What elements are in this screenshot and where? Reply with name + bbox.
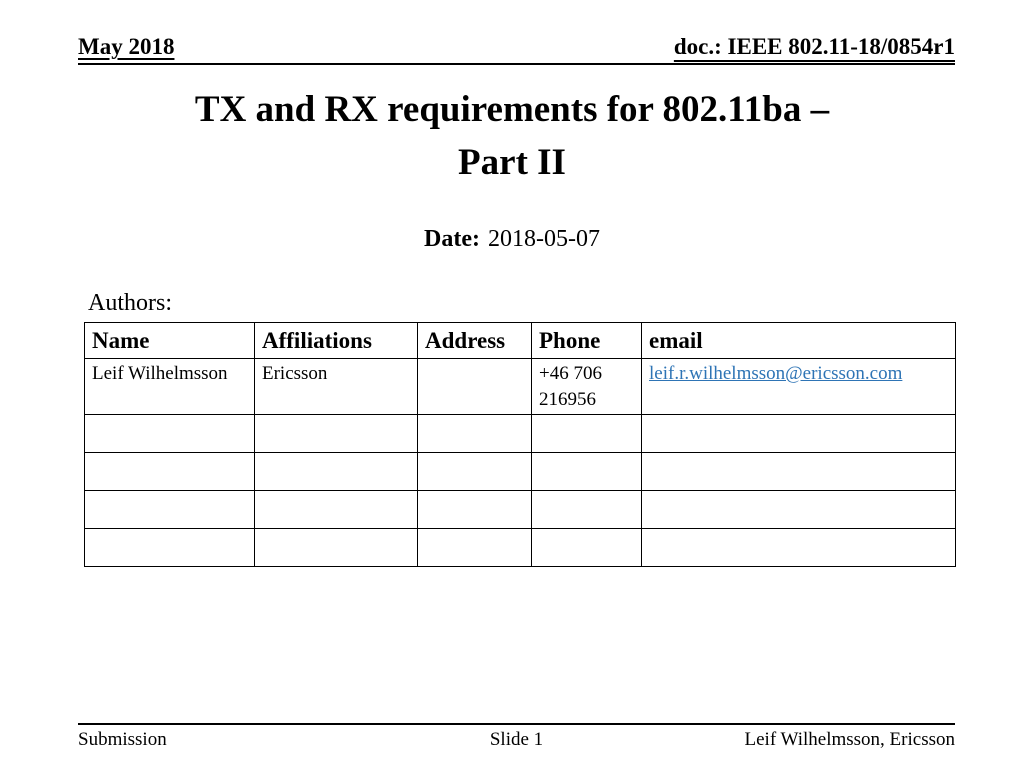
cell-phone xyxy=(532,529,642,567)
table-row xyxy=(85,453,956,491)
slide-title-line2: Part II xyxy=(458,141,566,183)
cell-phone xyxy=(532,491,642,529)
col-header-email: email xyxy=(642,323,956,359)
header-date: May 2018 xyxy=(78,34,175,59)
date-label: Date: xyxy=(424,226,480,252)
col-header-phone: Phone xyxy=(532,323,642,359)
cell-address xyxy=(418,491,532,529)
footer-submission: Submission xyxy=(78,729,167,750)
slide-title xyxy=(60,84,964,189)
cell-email xyxy=(642,529,956,567)
table-row xyxy=(85,491,956,529)
date-line xyxy=(0,226,1024,253)
cell-name xyxy=(85,453,255,491)
col-header-address: Address xyxy=(418,323,532,359)
cell-email xyxy=(642,491,956,529)
footer-author: Leif Wilhelmsson, Ericsson xyxy=(744,729,955,750)
slide-title-line1: TX and RX requirements for 802.11ba – xyxy=(194,89,830,130)
cell-affiliations xyxy=(255,453,418,491)
cell-email xyxy=(642,453,956,491)
cell-phone: +46 706 216956 xyxy=(532,359,642,415)
cell-phone xyxy=(532,453,642,491)
header-doc-number: doc.: IEEE 802.11-18/0854r1 xyxy=(673,34,955,59)
table-row xyxy=(85,415,956,453)
authors-table xyxy=(84,322,956,567)
cell-name xyxy=(85,529,255,567)
col-header-name: Name xyxy=(85,323,255,359)
col-header-affiliations: Affiliations xyxy=(255,323,418,359)
cell-address xyxy=(418,359,532,415)
cell-affiliations xyxy=(255,491,418,529)
cell-name xyxy=(85,491,255,529)
cell-email xyxy=(642,415,956,453)
cell-name: Leif Wilhelmsson xyxy=(85,359,255,415)
cell-phone xyxy=(532,415,642,453)
cell-affiliations: Ericsson xyxy=(255,359,418,415)
date-value: 2018-05-07 xyxy=(487,226,600,252)
table-row xyxy=(85,529,956,567)
cell-address xyxy=(418,415,532,453)
footer-slide-number: Slide 1 xyxy=(489,729,544,750)
email-link[interactable]: leif.r.wilhelmsson@ericsson.com xyxy=(649,363,903,384)
slide-footer xyxy=(78,723,955,751)
cell-address xyxy=(418,529,532,567)
cell-name xyxy=(85,415,255,453)
cell-affiliations xyxy=(255,529,418,567)
cell-email xyxy=(642,359,956,415)
authors-label: Authors: xyxy=(88,290,172,316)
authors-table-header-row xyxy=(85,323,956,359)
cell-affiliations xyxy=(255,415,418,453)
slide-header xyxy=(78,34,955,65)
cell-address xyxy=(418,453,532,491)
table-row xyxy=(85,359,956,415)
